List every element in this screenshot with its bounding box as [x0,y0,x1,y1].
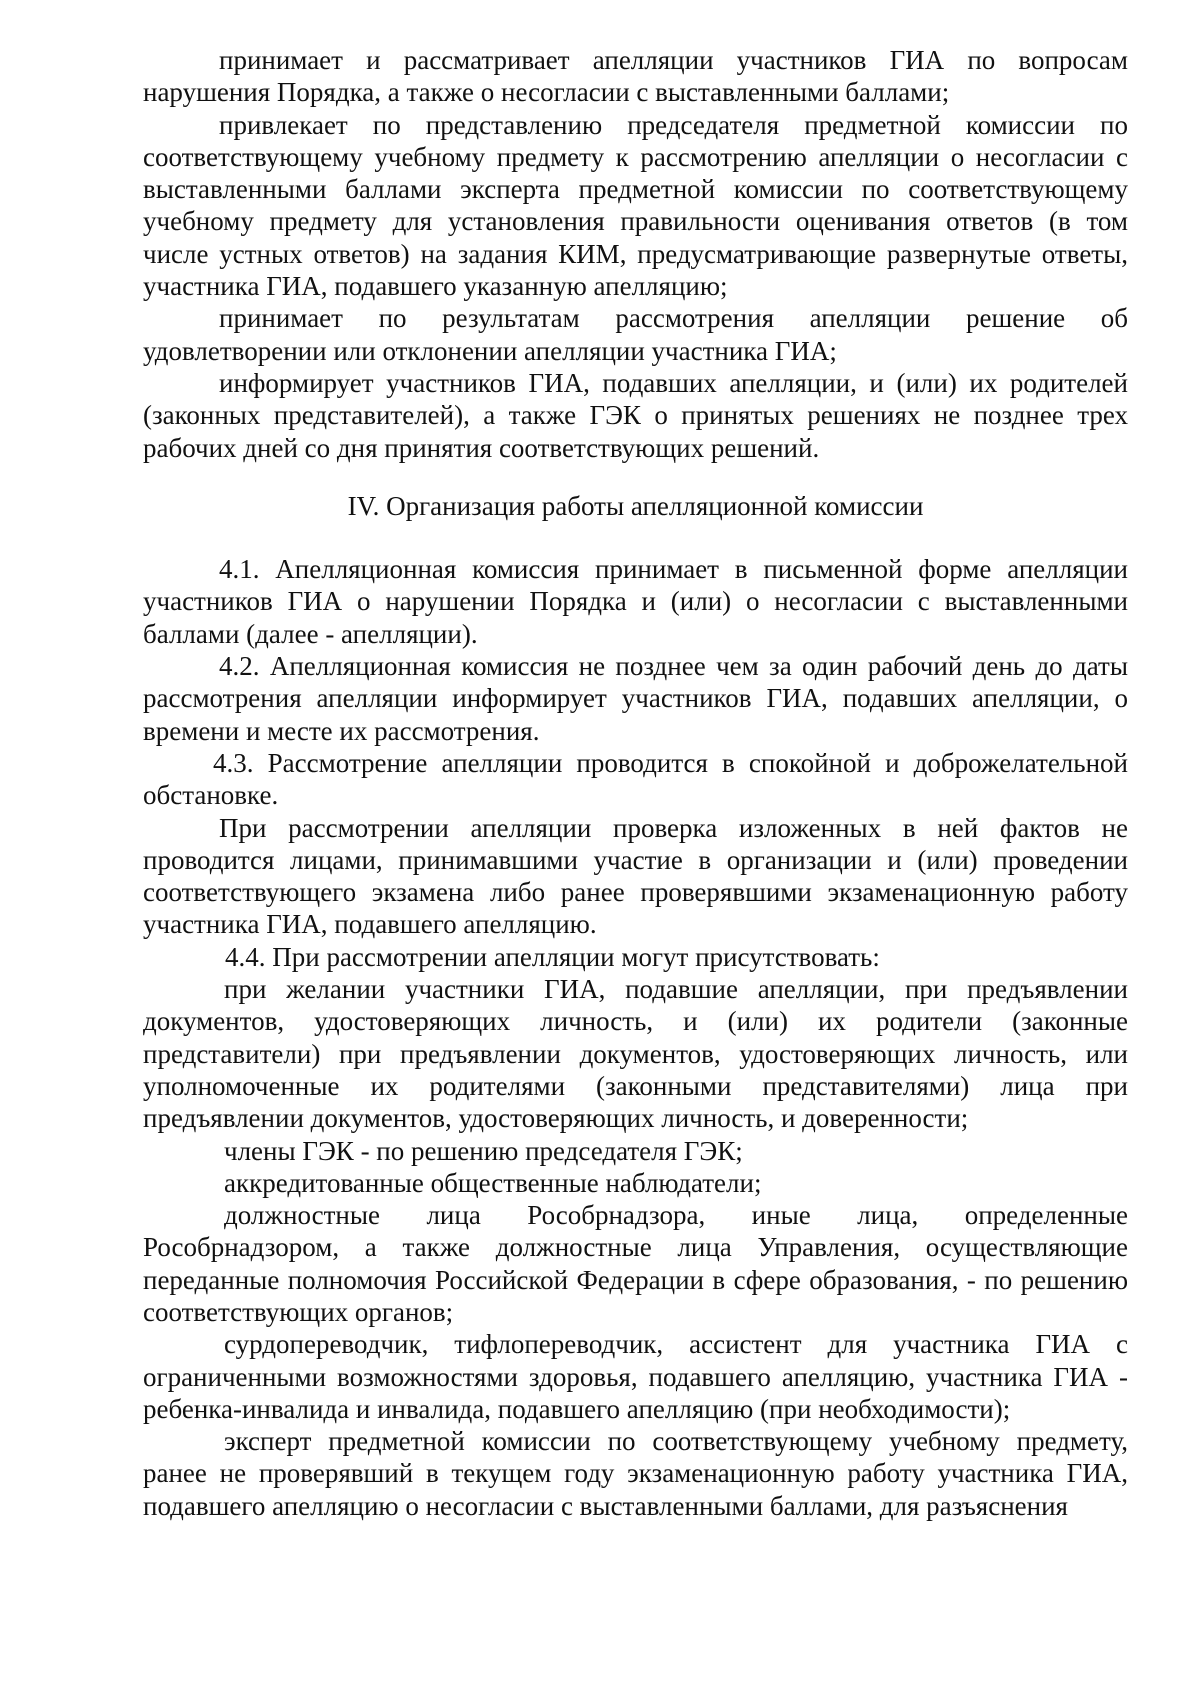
paragraph-accepts-appeals: принимает и рассматривает апелляции участников ГИА по вопросам нарушения Порядка, а также о несогласии с выставленными баллами; [143,45,1128,108]
document-page [143,44,1128,1522]
paragraph-4-2: 4.2. Апелляционная комиссия не позднее чем за один рабочий день до даты рассмотрения апелляции информирует участников ГИА, подавших апелляции, о времени и месте их рассмотрения. [143,651,1128,746]
list-item-officials: должностные лица Рособрнадзора, иные лица, определенные Рособрнадзором, а также должностные лица Управления, осуществляющие переданные полномочия Российской Федерации в сфере образования, - по решению соответствующих органов; [143,1200,1128,1327]
section-heading: IV. Организация работы апелляционной комиссии [347,490,924,521]
list-item-expert: эксперт предметной комиссии по соответствующему учебному предмету, ранее не проверявший в текущем году экзаменационную работу участника ГИА, подавшего апелляцию о несогласии с выставленными баллами, для разъяснения [143,1426,1128,1521]
paragraph-4-1: 4.1. Апелляционная комиссия принимает в письменной форме апелляции участников ГИА о нарушении Порядка и (или) о несогласии с выставленными баллами (далее - апелляции). [143,554,1128,649]
paragraph-informs-participants: информирует участников ГИА, подавших апелляции, и (или) их родителей (законных представителей), а также ГЭК о принятых решениях не позднее трех рабочих дней со дня принятия соответствующих решений. [143,367,1128,463]
list-item-gek-members: члены ГЭК - по решению председателя ГЭК; [224,1135,743,1166]
paragraph-4-4: 4.4. При рассмотрении апелляции могут присутствовать: [225,941,880,972]
paragraph-involves-expert: привлекает по представлению председателя предметной комиссии по соответствующему учебному предмету к рассмотрению апелляции о несогласии с выставленными баллами эксперта предметной комиссии по соответствующему учебному предмету для установления правильности оценивания ответов (в том числе устных ответов) на задания КИМ, предусматривающие развернутые ответы, участника ГИА, подавшего указанную апелляцию; [143,109,1128,302]
paragraph-4-3: 4.3. Рассмотрение апелляции проводится в спокойной и доброжелательной обстановке. [143,747,1128,811]
paragraph-makes-decision: принимает по результатам рассмотрения апелляции решение об удовлетворении или отклонении апелляции участника ГИА; [143,303,1128,366]
list-item-observers: аккредитованные общественные наблюдатели; [224,1167,762,1198]
list-item-participants: при желании участники ГИА, подавшие апелляции, при предъявлении документов, удостоверяющих личность, и (или) их родители (законные представители) при предъявлении документов, удостоверяющих личность, или уполномоченные их родителями (законными представителями) лица при предъявлении документов, удостоверяющих личность, и доверенности; [143,974,1128,1134]
list-item-interpreters: сурдопереводчик, тифлопереводчик, ассистент для участника ГИА с ограниченными возможностями здоровья, подавшего апелляцию, участника ГИА - ребенка-инвалида и инвалида, подавшего апелляцию (при необходимости); [143,1329,1128,1424]
paragraph-review-restriction: При рассмотрении апелляции проверка изложенных в ней фактов не проводится лицами, принимавшими участие в организации и (или) проведении соответствующего экзамена либо ранее проверявшими экзаменационную работу участника ГИА, подавшего апелляцию. [143,812,1128,940]
